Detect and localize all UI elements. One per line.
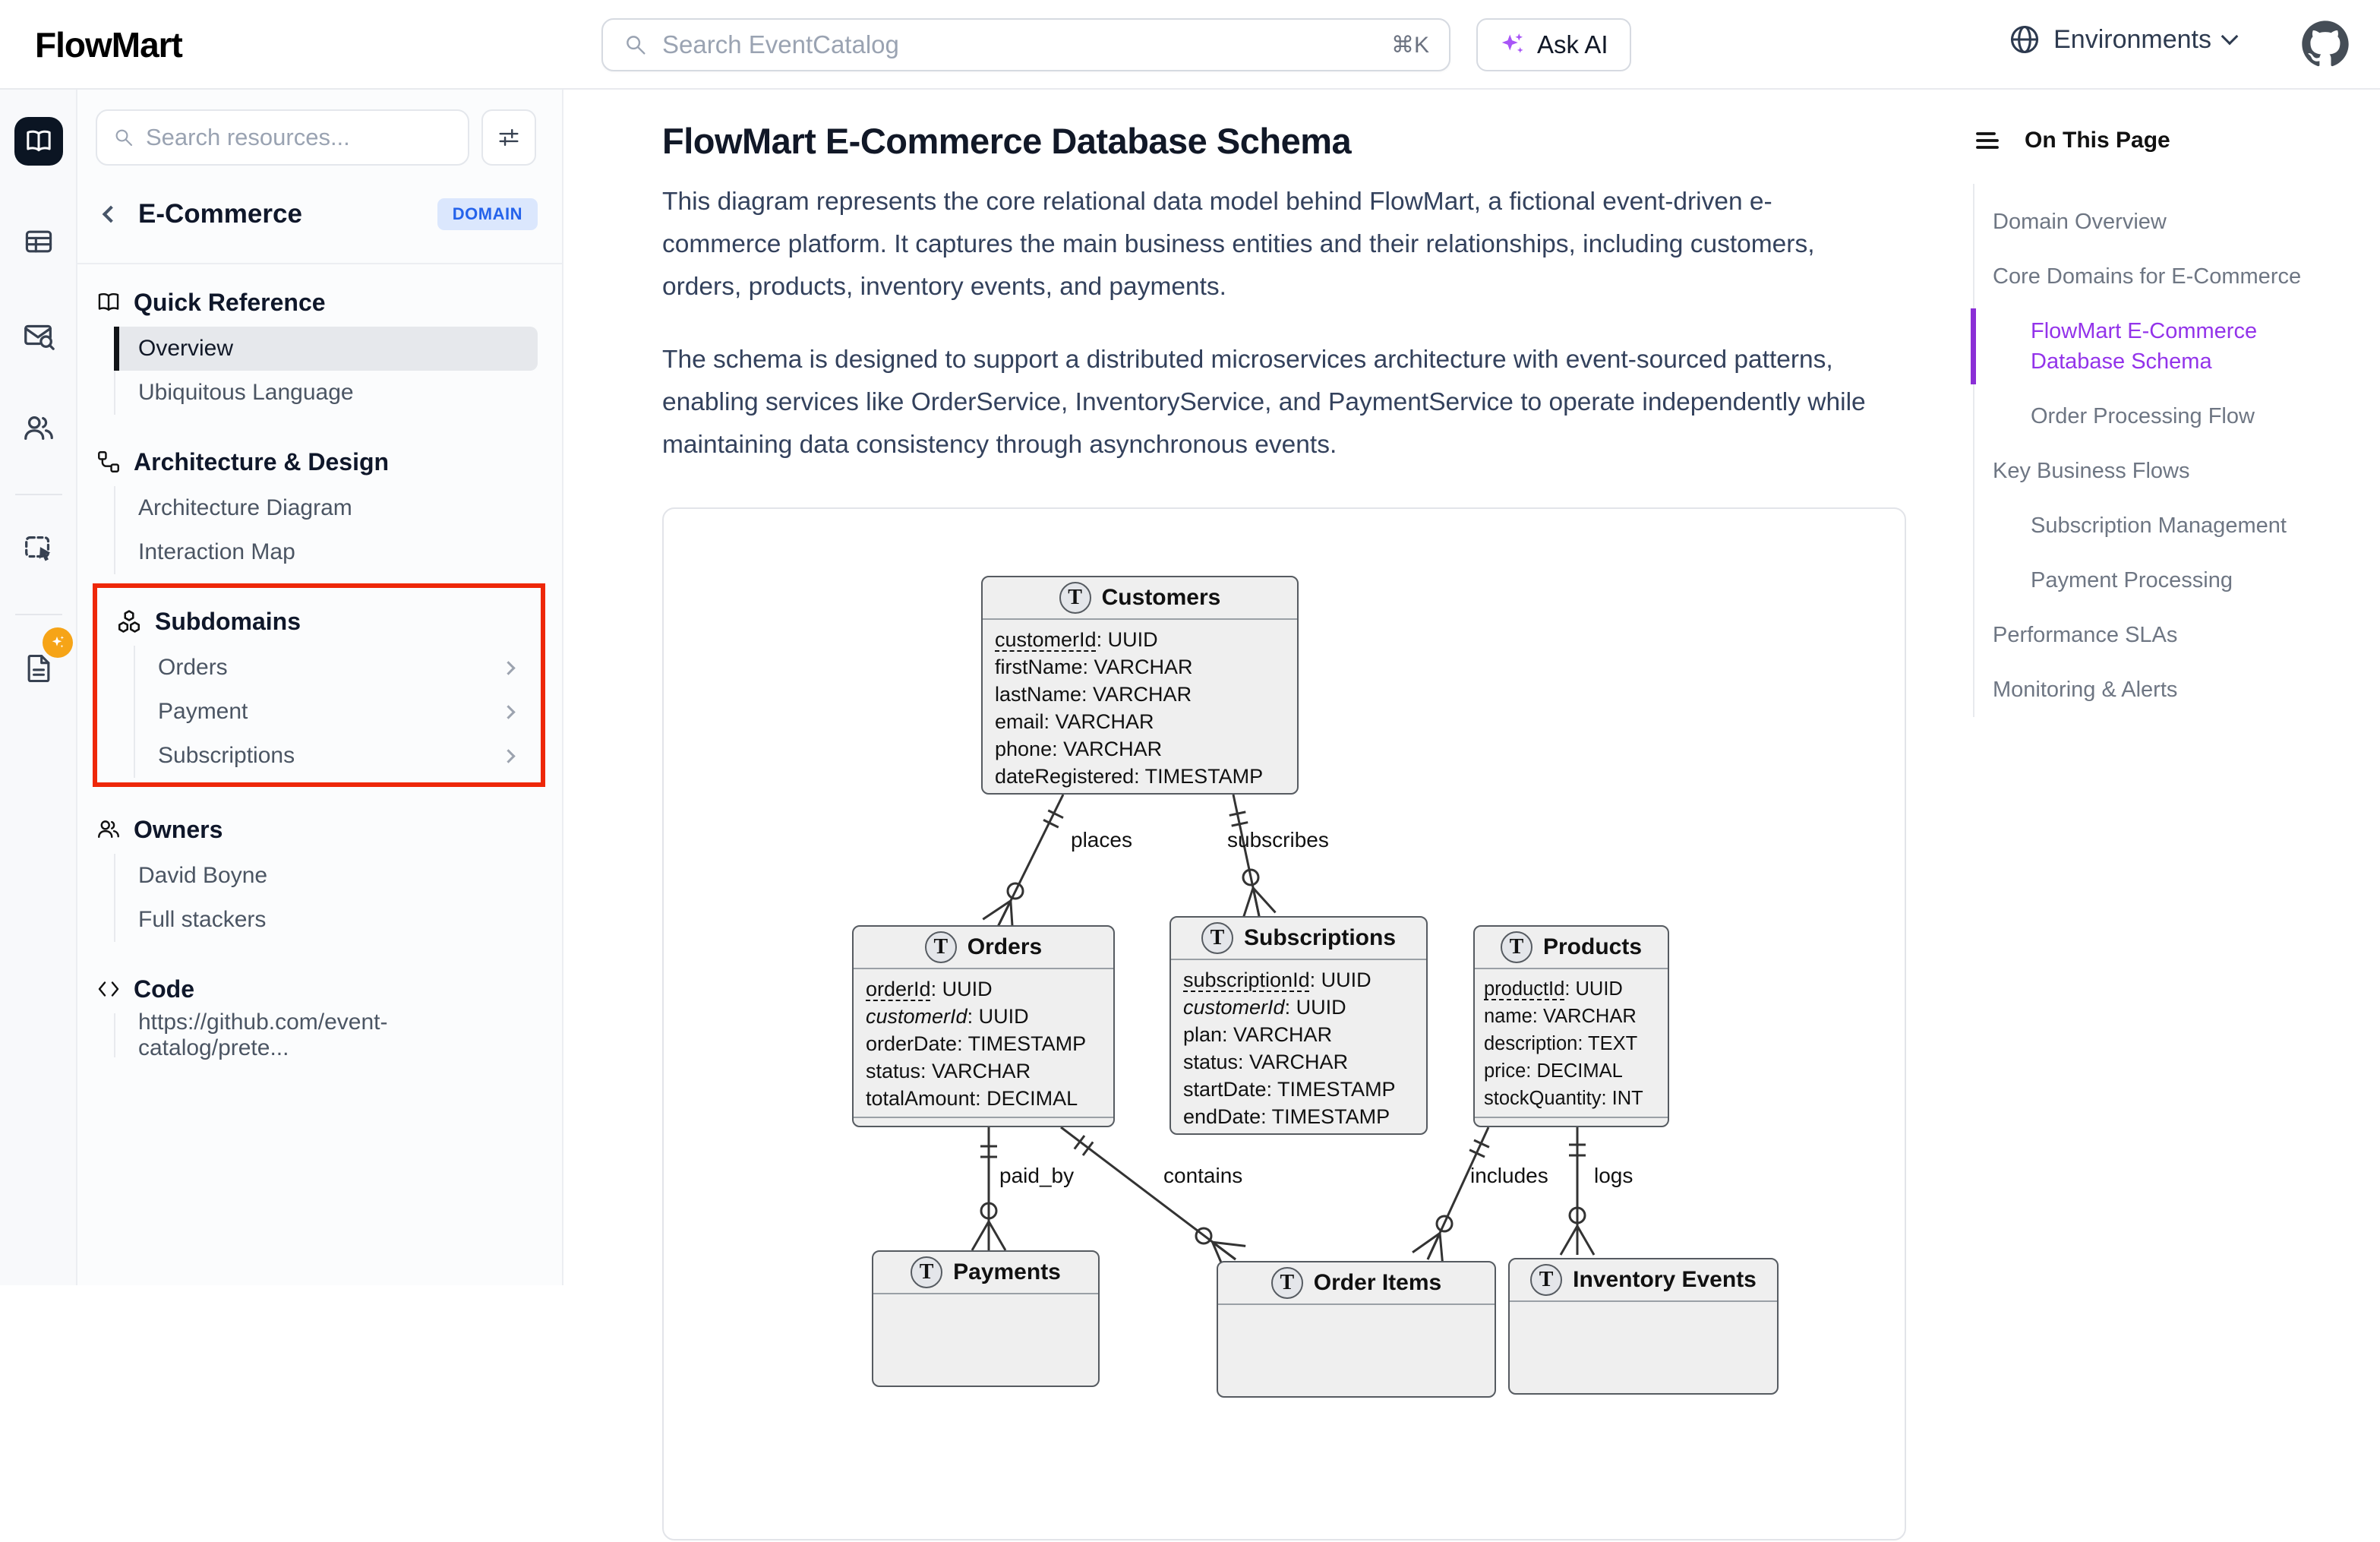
entity-orders <box>852 925 1115 1127</box>
sidebar-item[interactable] <box>135 646 541 690</box>
users-icon <box>96 817 122 842</box>
field-name: lastName <box>995 683 1081 706</box>
top-header <box>0 0 2380 90</box>
entity-title: Subscriptions <box>1244 925 1396 951</box>
entity-order-items <box>1217 1261 1496 1398</box>
entity-payments <box>872 1250 1100 1387</box>
sidebar-item-label: Ubiquitous Language <box>138 380 354 406</box>
relationship-label: subscribes <box>1227 828 1329 852</box>
environments-menu[interactable] <box>2008 23 2236 56</box>
field-type: : VARCHAR <box>1238 1051 1348 1073</box>
toc-list <box>1973 184 2353 717</box>
rail-mail-search-icon[interactable] <box>14 311 63 360</box>
toc-item-label: Performance SLAs <box>1993 623 2177 647</box>
schema-paragraph: The schema is designed to support a distributed microservices architecture with event-sourced patterns, enabling services like OrderService, InventoryService, and PaymentService to operate independently while maintaining data consistency through asynchronous events. <box>662 339 1885 466</box>
relationship-label: paid_by <box>999 1164 1074 1188</box>
book-open-icon <box>96 289 122 315</box>
entity-header <box>1510 1259 1777 1302</box>
entity-field-row <box>1183 1103 1426 1130</box>
field-name: orderId <box>866 978 931 1000</box>
sidebar-item-label: Orders <box>158 655 228 681</box>
field-type: : UUID <box>1097 628 1158 651</box>
field-name: email <box>995 710 1044 733</box>
entity-field-row <box>995 708 1297 735</box>
page-title: FlowMart E-Commerce Database Schema <box>662 120 1351 162</box>
ask-ai-button[interactable] <box>1476 18 1631 71</box>
entity-field-row <box>1183 1021 1426 1048</box>
field-name: subscriptionId <box>1183 968 1310 991</box>
sidebar-item-label: Interaction Map <box>138 539 295 565</box>
entity-field-row <box>995 653 1297 681</box>
section-code <box>77 971 562 1057</box>
entity-title: Inventory Events <box>1573 1267 1757 1293</box>
entity-subscriptions <box>1169 916 1428 1135</box>
environments-label: Environments <box>2053 25 2211 55</box>
toc-item[interactable] <box>1974 444 2331 498</box>
entity-header <box>1171 918 1426 960</box>
field-name: dateRegistered <box>995 765 1134 788</box>
sidebar-item[interactable] <box>115 371 562 415</box>
sidebar-item-label: Payment <box>158 699 248 725</box>
rail-docs-book-icon[interactable] <box>14 117 63 166</box>
sliders-icon <box>496 125 522 150</box>
entity-footer <box>854 1117 1113 1127</box>
section-title: Subdomains <box>155 608 301 636</box>
entity-field-row <box>1183 1076 1426 1103</box>
field-type: : UUID <box>1564 978 1623 1000</box>
field-name: orderDate <box>866 1032 957 1055</box>
toc-item[interactable] <box>1974 249 2331 304</box>
field-type: : VARCHAR <box>1222 1023 1332 1046</box>
relationship-label: places <box>1071 828 1132 852</box>
icon-rail <box>0 90 77 1285</box>
rail-visualizer-icon[interactable] <box>14 524 63 573</box>
toc-item-label: Order Processing Flow <box>2031 404 2255 428</box>
field-name: customerId <box>866 1005 967 1028</box>
field-name: totalAmount <box>866 1087 975 1110</box>
entity-fields <box>1475 969 1668 1117</box>
sparkle-badge-icon <box>43 627 73 658</box>
field-name: description <box>1484 1033 1577 1054</box>
entity-fields <box>983 620 1297 795</box>
field-name: endDate <box>1183 1105 1261 1128</box>
toc-item-label: Domain Overview <box>1993 210 2167 234</box>
entity-field-row <box>866 1003 1113 1030</box>
global-search[interactable] <box>601 18 1450 71</box>
sidebar-item-label: Subscriptions <box>158 743 295 769</box>
field-type: : VARCHAR <box>1532 1006 1637 1027</box>
field-name: stockQuantity <box>1484 1088 1601 1109</box>
entity-field-row <box>995 735 1297 763</box>
field-name: customerId <box>1183 996 1285 1019</box>
section-owners <box>77 811 562 942</box>
field-name: phone <box>995 738 1052 760</box>
entity-title: Order Items <box>1314 1270 1441 1296</box>
toc-item-label: Key Business Flows <box>1993 459 2190 483</box>
entity-field-row <box>995 626 1297 653</box>
toc-item-label: Monitoring & Alerts <box>1993 678 2177 702</box>
toc-item[interactable] <box>1974 389 2331 444</box>
search-icon <box>623 32 649 58</box>
entity-title: Products <box>1543 934 1642 960</box>
field-name: startDate <box>1183 1078 1267 1101</box>
field-name: firstName <box>995 656 1083 678</box>
table-entity-icon: T <box>925 931 957 963</box>
entity-field-row <box>1183 966 1426 994</box>
field-type: : UUID <box>1285 996 1346 1019</box>
sidebar-search[interactable] <box>96 109 469 166</box>
sidebar-item[interactable] <box>115 898 562 942</box>
sidebar-item-label: Overview <box>138 336 233 362</box>
sidebar-item-label: Architecture Diagram <box>138 495 352 521</box>
chevron-down-icon <box>2221 28 2239 46</box>
entity-field-row <box>1484 1057 1668 1085</box>
field-name: status <box>1183 1051 1238 1073</box>
outline-list-icon <box>1974 128 2000 153</box>
table-entity-icon: T <box>911 1256 942 1288</box>
entity-field-row <box>1183 1048 1426 1076</box>
entity-header <box>854 927 1113 969</box>
field-type: : VARCHAR <box>920 1060 1031 1082</box>
toc-item[interactable] <box>1974 553 2331 608</box>
filter-button[interactable] <box>481 109 536 166</box>
field-type: : TIMESTAMP <box>1261 1105 1390 1128</box>
rail-table-icon[interactable] <box>14 217 63 266</box>
field-name: plan <box>1183 1023 1222 1046</box>
field-type: : INT <box>1601 1088 1643 1109</box>
entity-header <box>983 577 1297 620</box>
chevron-right-icon <box>501 661 515 675</box>
github-icon[interactable] <box>2301 20 2350 68</box>
field-name: name <box>1484 1006 1532 1027</box>
field-name: status <box>866 1060 920 1082</box>
entity-field-row <box>1183 994 1426 1021</box>
global-search-input[interactable] <box>662 30 1391 59</box>
globe-icon <box>2008 23 2041 56</box>
field-name: customerId <box>995 628 1097 651</box>
field-name: price <box>1484 1060 1526 1082</box>
field-type: : TIMESTAMP <box>1134 765 1263 788</box>
field-type: : UUID <box>1310 968 1371 991</box>
entity-title: Customers <box>1102 585 1221 611</box>
entity-field-row <box>866 1085 1113 1112</box>
sidebar-item-label: David Boyne <box>138 863 267 889</box>
field-type: : DECIMAL <box>975 1087 1078 1110</box>
entity-customers <box>981 576 1299 795</box>
subdomains-highlight-box <box>93 583 545 787</box>
entity-field-row <box>995 763 1297 790</box>
search-shortcut: ⌘K <box>1391 32 1429 58</box>
sparkle-icon <box>1499 31 1526 58</box>
rail-divider <box>15 614 62 615</box>
entity-header <box>1218 1262 1495 1305</box>
toc-header <box>1974 128 2170 153</box>
toc-item-label: Core Domains for E-Commerce <box>1993 264 2301 289</box>
section-quick-reference <box>77 284 562 415</box>
field-type: : TIMESTAMP <box>957 1032 1086 1055</box>
sidebar-search-input[interactable] <box>146 124 453 151</box>
entity-products <box>1473 925 1669 1127</box>
toc-item-label: FlowMart E-Commerce Database Schema <box>2031 319 2257 374</box>
table-entity-icon: T <box>1059 582 1091 614</box>
field-type: : UUID <box>967 1005 1029 1028</box>
chevron-right-icon <box>501 749 515 763</box>
entity-field-row <box>1484 1003 1668 1030</box>
toc-item[interactable] <box>1974 608 2331 662</box>
sidebar-item[interactable] <box>135 734 541 778</box>
toc-item[interactable] <box>1974 662 2331 717</box>
field-type: : VARCHAR <box>1052 738 1162 760</box>
toc-title: On This Page <box>2025 128 2170 153</box>
app-logo[interactable]: FlowMart <box>35 24 182 65</box>
table-entity-icon: T <box>1501 931 1532 963</box>
field-type: : DECIMAL <box>1526 1060 1623 1082</box>
table-entity-icon: T <box>1271 1267 1303 1299</box>
domain-name: E-Commerce <box>138 199 302 229</box>
workflow-icon <box>96 449 122 475</box>
toc-item[interactable] <box>1974 304 2331 389</box>
entity-inventory-events <box>1508 1258 1779 1395</box>
field-type: : TIMESTAMP <box>1267 1078 1396 1101</box>
toc-item-label: Subscription Management <box>2031 513 2287 538</box>
sidebar-item[interactable] <box>115 530 562 574</box>
entity-field-row <box>866 975 1113 1003</box>
search-icon <box>112 126 135 149</box>
ask-ai-label: Ask AI <box>1537 30 1608 59</box>
sidebar-item[interactable] <box>115 327 538 371</box>
section-title: Code <box>134 975 194 1003</box>
entity-field-row <box>866 1030 1113 1057</box>
main-content <box>565 90 1970 1285</box>
relationship-label: includes <box>1470 1164 1548 1188</box>
entity-field-row <box>995 681 1297 708</box>
field-type: : TEXT <box>1577 1033 1637 1054</box>
intro-paragraph: This diagram represents the core relational data model behind FlowMart, a fictional event-driven e-commerce platform. It captures the main business entities and their relationships, including customers, orders, products, inventory events, and payments. <box>662 181 1885 308</box>
section-architecture <box>77 444 562 574</box>
entity-title: Orders <box>967 934 1042 960</box>
sidebar-code-link[interactable] <box>115 1013 562 1057</box>
entity-header <box>873 1252 1098 1294</box>
field-name: productId <box>1484 978 1564 1000</box>
field-type: : VARCHAR <box>1083 656 1193 678</box>
sidebar-item-label: Full stackers <box>138 907 266 933</box>
code-icon <box>96 976 122 1002</box>
toc-item-label: Payment Processing <box>2031 568 2233 592</box>
entity-title: Payments <box>953 1259 1061 1285</box>
table-entity-icon: T <box>1530 1264 1562 1296</box>
er-diagram <box>662 507 1906 1540</box>
field-type: : VARCHAR <box>1044 710 1154 733</box>
divider <box>77 263 562 264</box>
domain-badge: DOMAIN <box>437 198 538 230</box>
boxes-icon <box>115 608 143 635</box>
relationship-label: contains <box>1163 1164 1242 1188</box>
relationship-label: logs <box>1594 1164 1633 1188</box>
entity-footer <box>1475 1117 1668 1127</box>
rail-divider <box>15 494 62 495</box>
field-type: : UUID <box>931 978 993 1000</box>
entity-field-row <box>1484 975 1668 1003</box>
on-this-page-panel <box>1970 90 2380 1285</box>
chevron-right-icon <box>501 705 515 719</box>
section-title: Architecture & Design <box>134 448 389 476</box>
sidebar-item[interactable] <box>115 486 562 530</box>
toc-item[interactable] <box>1974 498 2331 553</box>
table-entity-icon: T <box>1201 922 1233 954</box>
sidebar-item[interactable] <box>135 690 541 734</box>
sidebar-item[interactable] <box>115 854 562 898</box>
entity-fields <box>1171 960 1426 1135</box>
entity-header <box>1475 927 1668 969</box>
entity-field-row <box>1484 1085 1668 1112</box>
sidebar <box>77 90 563 1285</box>
entity-field-row <box>1484 1030 1668 1057</box>
entity-fields <box>854 969 1113 1117</box>
code-link-label: https://github.com/event-catalog/prete... <box>138 1010 535 1061</box>
rail-users-icon[interactable] <box>14 404 63 453</box>
section-title: Quick Reference <box>134 289 326 317</box>
section-title: Owners <box>134 816 223 844</box>
field-type: : VARCHAR <box>1081 683 1192 706</box>
domain-header-row <box>77 190 562 239</box>
entity-field-row <box>866 1057 1113 1085</box>
toc-item[interactable] <box>1974 194 2331 249</box>
back-chevron-icon[interactable] <box>103 206 120 223</box>
